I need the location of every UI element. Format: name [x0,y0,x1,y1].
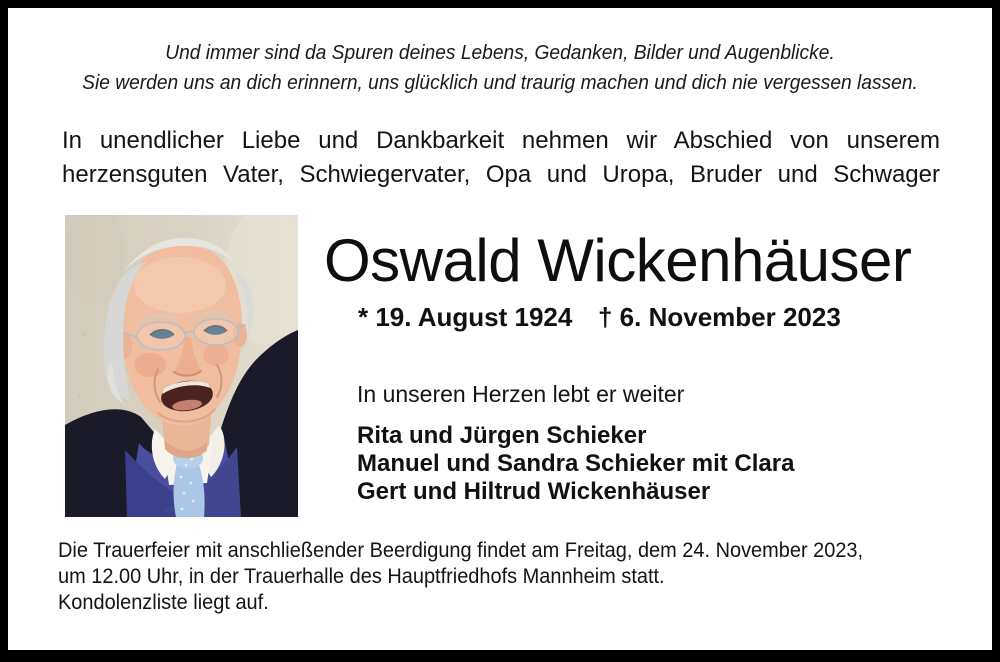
farewell-intro [62,124,940,192]
funeral-info [58,538,863,616]
funeral-line-3: Kondolenzliste liegt auf. [58,591,269,614]
mourner-line: Rita und Jürgen Schieker [357,422,647,449]
portrait-illustration [65,215,298,517]
birth-date: * 19. August 1924 [358,302,573,332]
quote-line-1: Und immer sind da Spuren deines Lebens, Gedanken, Bilder und Augenblicke. [165,42,835,64]
funeral-line-2: um 12.00 Uhr, in der Trauerhalle des Hauptfriedhofs Mannheim statt. [58,565,665,588]
funeral-line-1: Die Trauerfeier mit anschließender Beerdigung findet am Freitag, dem 24. November 2023, [58,539,864,562]
mourner-line: Gert und Hiltrud Wickenhäuser [357,478,711,505]
deceased-name: Oswald Wickenhäuser [324,227,912,294]
death-date: † 6. November 2023 [598,302,841,332]
memorial-quote [28,38,973,98]
portrait-photo [65,215,298,517]
memorial-line: In unseren Herzen lebt er weiter [357,381,685,407]
intro-line-2: herzensguten Vater, Schwiegervater, Opa und Uropa, Bruder und Schwager [62,161,940,188]
mourner-line: Manuel und Sandra Schieker mit Clara [357,450,795,477]
quote-line-2: Sie werden uns an dich erinnern, uns glücklich und traurig machen und dich nie vergessen lassen. [82,72,918,94]
mourners-list [357,422,794,506]
intro-line-1: In unendlicher Liebe und Dankbarkeit nehmen wir Abschied von unserem [62,127,940,154]
obituary-card [8,8,992,650]
